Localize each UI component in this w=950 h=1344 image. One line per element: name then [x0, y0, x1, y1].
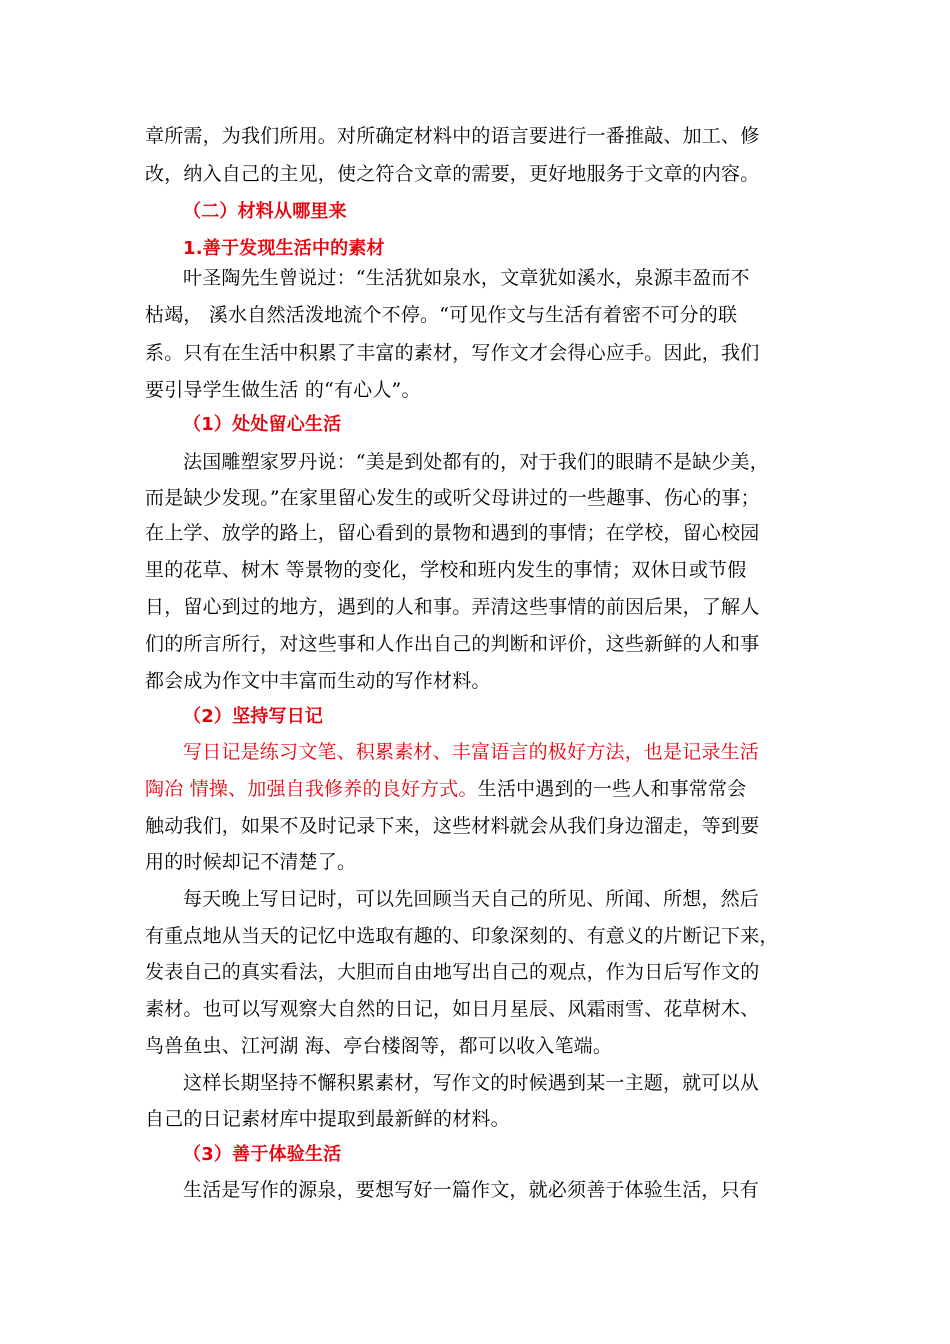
body-line: 用的时候却记不清楚了。 — [145, 851, 357, 873]
body-line: 日，留心到过的地方，遇到的人和事。弄清这些事情的前因后果，了解人 — [145, 596, 760, 618]
body-line: 系。只有在生活中积累了丰富的素材，写作文才会得心应手。因此，我们 — [145, 342, 760, 364]
highlighted-text: 写日记是练习文笔、积累素材、丰富语言的极好方法，也是记录生活 — [183, 741, 760, 763]
body-line: 叶圣陶先生曾说过：“生活犹如泉水，文章犹如溪水，泉源丰盈而不 — [183, 267, 750, 289]
subsection-heading: （2）坚持写日记 — [183, 706, 324, 727]
body-line: 要引导学生做生活 的“有心人”。 — [145, 379, 421, 401]
subsection-heading: 1.善于发现生活中的素材 — [183, 238, 385, 259]
body-line: 这样长期坚持不懈积累素材，写作文的时候遇到某一主题，就可以从 — [183, 1072, 760, 1094]
body-line: 发表自己的真实看法，大胆而自由地写出自己的观点，作为日后写作文的 — [145, 961, 760, 983]
body-line: 自己的日记素材库中提取到最新鲜的材料。 — [145, 1108, 510, 1130]
body-line: 触动我们，如果不及时记录下来，这些材料就会从我们身边溜走，等到要 — [145, 815, 760, 837]
subsection-heading: （1）处处留心生活 — [183, 414, 342, 435]
body-line: 章所需，为我们所用。对所确定材料中的语言要进行一番推敲、加工、修 — [145, 125, 760, 147]
body-line: 们的所言所行，对这些事和人作出自己的判断和评价，这些新鲜的人和事 — [145, 633, 760, 655]
body-line: 里的花草、树木 等景物的变化，学校和班内发生的事情；双休日或节假 — [145, 559, 747, 581]
body-line: 枯竭， 溪水自然活泼地流个不停。“可见作文与生活有着密不可分的联 — [145, 304, 738, 326]
body-line: 素材。也可以写观察大自然的日记，如日月星辰、风霜雨雪、花草树木、 — [145, 998, 760, 1020]
body-line: 而是缺少发现。”在家里留心发生的或听父母讲过的一些趣事、伤心的事； — [145, 487, 760, 509]
subsection-heading: （3）善于体验生活 — [183, 1144, 342, 1165]
body-line: 有重点地从当天的记忆中选取有趣的、印象深刻的、有意义的片断记下来， — [145, 925, 779, 947]
section-heading: （二）材料从哪里来 — [183, 201, 347, 222]
body-line: 生活是写作的源泉，要想写好一篇作文，就必须善于体验生活，只有 — [183, 1179, 760, 1201]
body-line: 在上学、放学的路上，留心看到的景物和遇到的事情；在学校，留心校园 — [145, 522, 760, 544]
body-line: 改，纳入自己的主见，使之符合文章的需要，更好地服务于文章的内容。 — [145, 163, 760, 185]
body-line: 法国雕塑家罗丹说：“美是到处都有的，对于我们的眼睛不是缺少美， — [183, 451, 769, 473]
highlighted-text: 陶冶 情操、加强自我修养的良好方式。 — [145, 778, 478, 800]
body-text: 生活中遇到的一些人和事常常会 — [477, 778, 747, 800]
body-line — [145, 774, 815, 804]
body-line: 鸟兽鱼虫、江河湖 海、亭台楼阁等，都可以收入笔端。 — [145, 1035, 613, 1057]
body-line: 都会成为作文中丰富而生动的写作材料。 — [145, 670, 491, 692]
body-line: 每天晚上写日记时，可以先回顾当天自己的所见、所闻、所想，然后 — [183, 888, 760, 910]
